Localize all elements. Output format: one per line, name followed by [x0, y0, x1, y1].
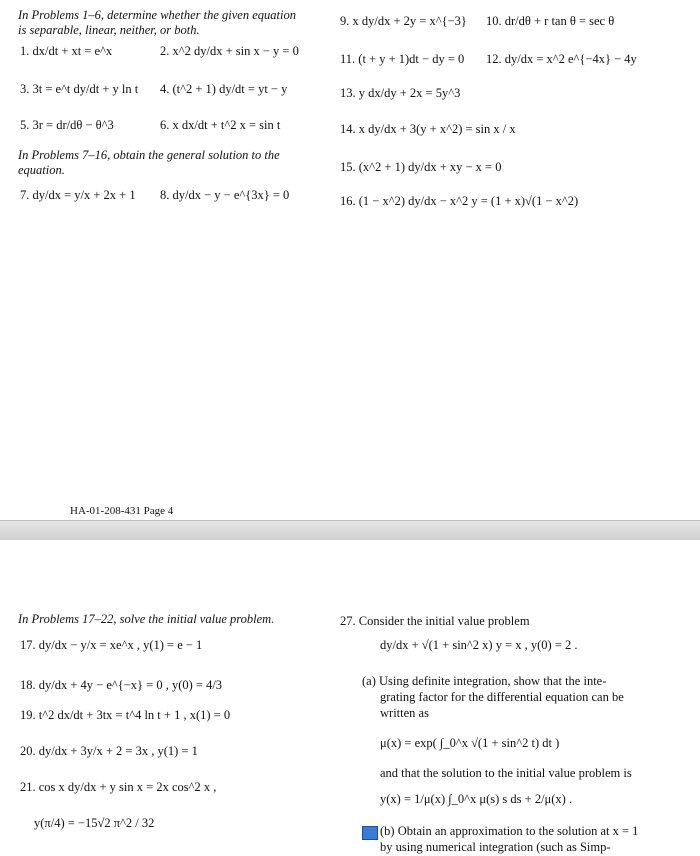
- problem-10: 10. dr/dθ + r tan θ = sec θ: [486, 14, 615, 28]
- problem-21-condition: y(π/4) = −15√2 π^2 / 32: [34, 816, 155, 830]
- intro-problems-1-6-line1: In Problems 1–6, determine whether the given equation: [18, 8, 296, 22]
- problem-4: 4. (t^2 + 1) dy/dt = yt − y: [160, 82, 288, 96]
- problem-21: 21. cos x dy/dx + y sin x = 2x cos^2 x ,: [20, 780, 217, 794]
- problem-20: 20. dy/dx + 3y/x + 2 = 3x , y(1) = 1: [20, 744, 198, 758]
- problem-2: 2. x^2 dy/dx + sin x − y = 0: [160, 44, 299, 58]
- problem-11: 11. (t + y + 1)dt − dy = 0: [340, 52, 465, 66]
- problem-7: 7. dy/dx = y/x + 2x + 1: [20, 188, 136, 202]
- page-5: [0, 540, 700, 856]
- problem-27b-line2: by using numerical integration (such as Simp-: [380, 840, 611, 854]
- problem-19: 19. t^2 dx/dt + 3tx = t^4 ln t + 1 , x(1) = 0: [20, 708, 231, 722]
- comment-icon[interactable]: [362, 826, 378, 840]
- problem-27-equation: dy/dx + √(1 + sin^2 x) y = x , y(0) = 2 .: [380, 638, 578, 652]
- problem-8: 8. dy/dx − y − e^{3x} = 0: [160, 188, 290, 202]
- problem-27-title: 27. Consider the initial value problem: [340, 614, 530, 628]
- problem-27b-line1: (b) Obtain an approximation to the solution at x = 1: [380, 824, 639, 838]
- intro-problems-17-22: In Problems 17–22, solve the initial value problem.: [18, 612, 275, 626]
- problem-12: 12. dy/dx = x^2 e^{−4x} − 4y: [486, 52, 637, 66]
- problem-27a-line2: grating factor for the differential equation can be: [380, 690, 624, 704]
- problem-27-mu: μ(x) = exp( ∫_0^x √(1 + sin^2 t) dt ): [380, 736, 560, 750]
- problem-27-solution: y(x) = 1/μ(x) ∫_0^x μ(s) s ds + 2/μ(x) .: [380, 792, 573, 806]
- problem-3: 3. 3t = e^t dy/dt + y ln t: [20, 82, 139, 96]
- intro-problems-7-16-line1: In Problems 7–16, obtain the general solution to the: [18, 148, 280, 162]
- page-footer: HA-01-208-431 Page 4: [70, 505, 174, 517]
- problem-27-solution-intro: and that the solution to the initial value problem is: [380, 766, 632, 780]
- problem-9: 9. x dy/dx + 2y = x^{−3}: [340, 14, 467, 28]
- problem-5: 5. 3r = dr/dθ − θ^3: [20, 118, 114, 132]
- problem-18: 18. dy/dx + 4y − e^{−x} = 0 , y(0) = 4/3: [20, 678, 223, 692]
- page-separator: [0, 520, 700, 542]
- problem-14: 14. x dy/dx + 3(y + x^2) = sin x / x: [340, 122, 516, 136]
- problem-17: 17. dy/dx − y/x = xe^x , y(1) = e − 1: [20, 638, 203, 652]
- problem-13: 13. y dx/dy + 2x = 5y^3: [340, 86, 461, 100]
- intro-problems-1-6-line2: is separable, linear, neither, or both.: [18, 23, 200, 37]
- intro-problems-7-16-line2: equation.: [18, 163, 65, 177]
- problem-6: 6. x dx/dt + t^2 x = sin t: [160, 118, 281, 132]
- problem-1: 1. dx/dt + xt = e^x: [20, 44, 113, 58]
- problem-16: 16. (1 − x^2) dy/dx − x^2 y = (1 + x)√(1 − x^2): [340, 194, 579, 208]
- problem-15: 15. (x^2 + 1) dy/dx + xy − x = 0: [340, 160, 502, 174]
- problem-27a-line1: (a) Using definite integration, show that the inte-: [362, 674, 607, 688]
- problem-27a-line3: written as: [380, 706, 429, 720]
